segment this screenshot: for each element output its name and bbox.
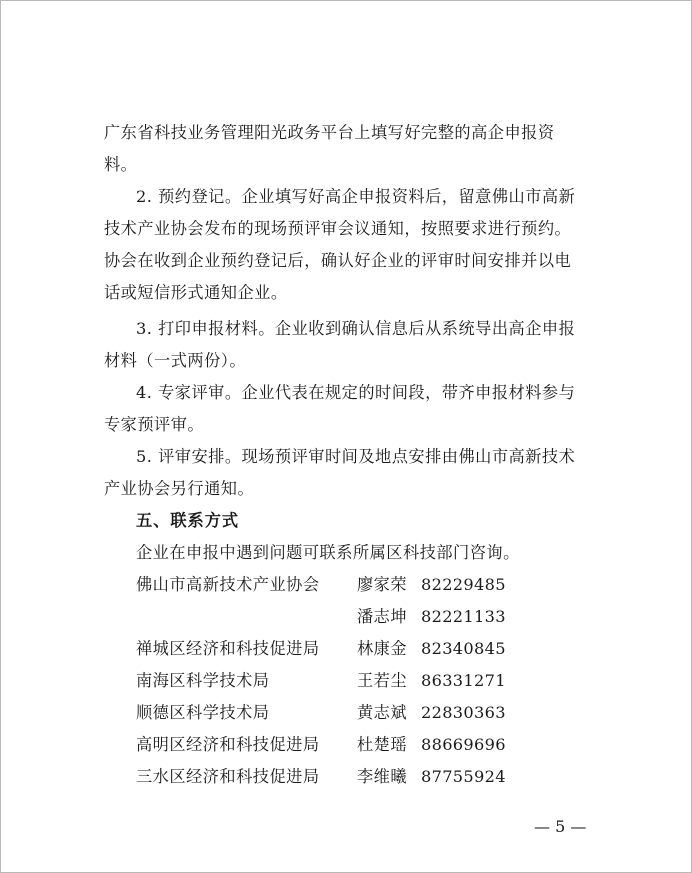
contact-org: 佛山市高新技术产业协会: [136, 575, 320, 594]
section-heading: 五、联系方式: [136, 511, 240, 530]
contact-name: 王若尘: [357, 671, 408, 690]
contact-org: 顺德区科学技术局: [136, 703, 270, 722]
contact-intro: 企业在申报中遇到问题可联系所属区科技部门咨询。: [136, 543, 520, 562]
contact-name: 李维曦: [357, 767, 408, 786]
contact-org: 三水区经济和科技促进局: [136, 767, 320, 786]
paragraph-line: 广东省科技业务管理阳光政务平台上填写好完整的高企申报资: [104, 123, 555, 142]
contact-name: 黄志斌: [357, 703, 408, 722]
paragraph-line: 3. 打印申报材料。企业收到确认信息后从系统导出高企申报: [136, 319, 576, 338]
paragraph-line: 话或短信形式通知企业。: [104, 283, 288, 302]
paragraph-line: 料。: [104, 155, 138, 174]
paragraph-line: 5. 评审安排。现场预评审时间及地点安排由佛山市高新技术: [136, 447, 576, 466]
page-number: — 5 —: [534, 817, 587, 836]
contact-name: 杜楚瑶: [357, 735, 408, 754]
contact-name: 潘志坤: [357, 607, 408, 626]
contact-phone: 86331271: [421, 671, 506, 690]
contact-phone: 88669696: [421, 735, 506, 754]
paragraph-line: 4. 专家评审。企业代表在规定的时间段，带齐申报材料参与: [136, 383, 576, 402]
contact-name: 林康金: [357, 639, 408, 658]
contact-org: 禅城区经济和科技促进局: [136, 639, 320, 658]
contact-org: 南海区科学技术局: [136, 671, 270, 690]
contact-phone: 82340845: [421, 639, 506, 658]
paragraph-line: 技术产业协会发布的现场预评审会议通知，按照要求进行预约。: [104, 219, 572, 238]
contact-name: 廖家荣: [357, 575, 408, 594]
contact-phone: 82229485: [421, 575, 506, 594]
paragraph-line: 专家预评审。: [104, 415, 205, 434]
paragraph-line: 材料（一式两份）。: [104, 351, 247, 370]
contact-phone: 22830363: [421, 703, 506, 722]
paragraph-line: 2. 预约登记。企业填写好高企申报资料后，留意佛山市高新: [136, 187, 576, 206]
paragraph-line: 协会在收到企业预约登记后，确认好企业的评审时间安排并以电: [104, 251, 572, 270]
contact-phone: 82221133: [421, 607, 506, 626]
contact-phone: 87755924: [421, 767, 506, 786]
contact-org: 高明区经济和科技促进局: [136, 735, 320, 754]
paragraph-line: 产业协会另行通知。: [104, 479, 255, 498]
